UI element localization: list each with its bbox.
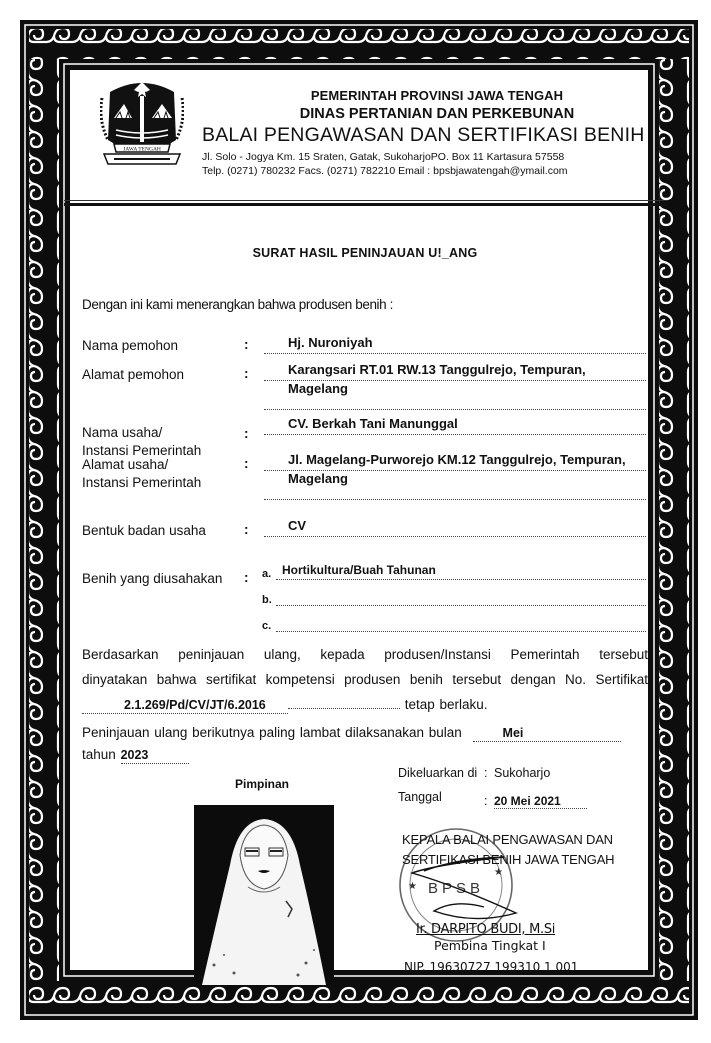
issued-at-value: Sukoharjo: [494, 766, 551, 780]
field-label: Alamat usaha/ Instansi Pemerintah: [82, 457, 202, 490]
issuance-details: [398, 766, 658, 814]
business-address-line2: Magelang: [288, 471, 348, 486]
signatory-name: Ir. DARPITO BUDI, M.Si: [416, 922, 556, 937]
business-type-value: CV: [264, 518, 646, 537]
seed-item: b.: [262, 584, 646, 610]
svg-text:BPSB: BPSB: [427, 880, 485, 897]
issue-date-value: 20 Mei 2021: [494, 794, 587, 809]
signatory-title: KEPALA BALAI PENGAWASAN DAN SERTIFIKASI BENIH JAWA TENGAH: [402, 832, 615, 867]
business-address-line1: Jl. Magelang-Purworejo KM.12 Tanggulrejo, Tempuran,: [264, 452, 646, 471]
seed-item: c.: [262, 610, 646, 636]
next-review-statement: Peninjauan ulang berikutnya paling lambat dilaksanakan bulan Mei tahun 2023: [82, 720, 648, 767]
letterhead: [202, 88, 662, 178]
letterhead-agency: BALAI PENGAWASAN DAN SERTIFIKASI BENIH: [202, 124, 645, 146]
field-label: Benih yang diusahakan: [82, 571, 223, 586]
field-label: Alamat pemohon: [82, 367, 185, 382]
business-address-blank-line: [264, 489, 646, 500]
applicant-address-line1: Karangsari RT.01 RW.13 Tanggulrejo, Tempuran,: [264, 362, 646, 381]
seed-item: a. Hortikultura/Buah Tahunan: [262, 558, 646, 584]
applicant-photo-icon: [194, 805, 334, 985]
header-divider: [64, 200, 668, 206]
issue-date-row: Tanggal : 20 Mei 2021: [398, 790, 658, 814]
certificate-number: 2.1.269/Pd/CV/JT/6.2016: [82, 698, 288, 714]
applicant-address-line2: Magelang: [288, 381, 348, 396]
provincial-coat-of-arms-icon: [100, 78, 184, 174]
field-label: Bentuk badan usaha: [82, 523, 206, 538]
issued-at-row: Dikeluarkan di : Sukoharjo: [398, 766, 551, 780]
next-review-year: 2023: [121, 748, 189, 764]
svg-text:JAWA TENGAH: JAWA TENGAH: [123, 146, 161, 153]
letterhead-government: PEMERINTAH PROVINSI JAWA TENGAH: [310, 88, 564, 103]
intro-text: Dengan ini kami menerangkan bahwa produsen benih :: [82, 297, 393, 312]
document-title: SURAT HASIL PENINJAUAN U!_ANG: [252, 246, 478, 260]
svg-text:★: ★: [408, 881, 417, 892]
svg-text:★: ★: [494, 867, 503, 878]
business-name-value: CV. Berkah Tani Manunggal: [264, 416, 646, 435]
certificate-page: JAWA TENGAH PEMERINTAH PROVINSI JAWA TENGAH DINAS PERTANIAN DAN PERKEBUNAN BALAI PENGAWASAN DAN SERTIFIKASI BENIH Jl. Solo - Jogya Km. 15 Sraten, Gatak, SukoharjoPO. Box 11 Kartasura 57558 Telp. (0271) 780232 Facs. (0271) 782210 Email : bpsbjawatengah@ymail.com SURAT HASIL PENINJAUAN U!_ANG Dengan ini kami menerangkan bahwa produsen benih : Nama pemohon : Hj. Nuroniyah Alamat pemohon : Karangsari RT.01 RW.13 Tanggulrejo, Tempuran, Magelang Nama usaha/ Instansi Pemerintah : CV. Berkah Tani Manunggal Alamat usaha/ Instansi Pemerintah : Jl. Magelang-Purworejo KM.12 Tanggulrejo, Tempuran, Magelang Bentuk badan usaha : CV Benih yang diusahakan : a. Hortikultura/Buah Tahunan b. c. Berdasarkan peninjauan ulang, kepada produsen/Instansi Pemerintah tersebut dinyatakan bahwa sertifikat kompetensi produsen benih tersebut dengan No. Sertifikat 2.1.269/Pd/CV/JT/6.2016 tetap berlaku. Peninjauan ulang berikutnya paling lambat dilaksanakan bulan Mei tahun 2023 Pimpinan Dikeluarkan di : Sukoharjo Tanggal : 20 Mei 2021 BPSB ★ ★ KEPALA BALAI PENGAWASAN DAN SERTIFIKASI BENIH JAWA TENGAH Ir. DARPITO BUDI, M.Si Pembina Tingkat I NIP. 19630727 199310 1 001: [72, 60, 658, 980]
applicant-address-blank-line: [264, 399, 646, 410]
letterhead-department: DINAS PERTANIAN DAN PERKEBUNAN: [299, 106, 575, 122]
letterhead-address: Jl. Solo - Jogya Km. 15 Sraten, Gatak, SukoharjoPO. Box 11 Kartasura 57558: [202, 151, 565, 163]
applicant-signature-title: Pimpinan: [234, 777, 289, 791]
signatory-rank: Pembina Tingkat I: [434, 938, 546, 953]
field-label: Nama usaha/ Instansi Pemerintah: [82, 425, 202, 458]
letterhead-contact: Telp. (0271) 780232 Facs. (0271) 782210 Email : bpsbjawatengah@ymail.com: [202, 165, 568, 177]
signatory-nip: NIP. 19630727 199310 1 001: [404, 960, 579, 974]
field-label: Nama pemohon: [82, 338, 179, 353]
applicant-name-value: Hj. Nuroniyah: [264, 335, 646, 354]
review-statement: Berdasarkan peninjauan ulang, kepada produsen/Instansi Pemerintah tersebut dinyatakan bahwa sertifikat kompetensi produsen benih tersebut dengan No. Sertifikat 2.1.269/Pd/CV/JT/6.2016 tetap berlaku.: [82, 647, 648, 712]
next-review-month: Mei: [473, 726, 621, 742]
